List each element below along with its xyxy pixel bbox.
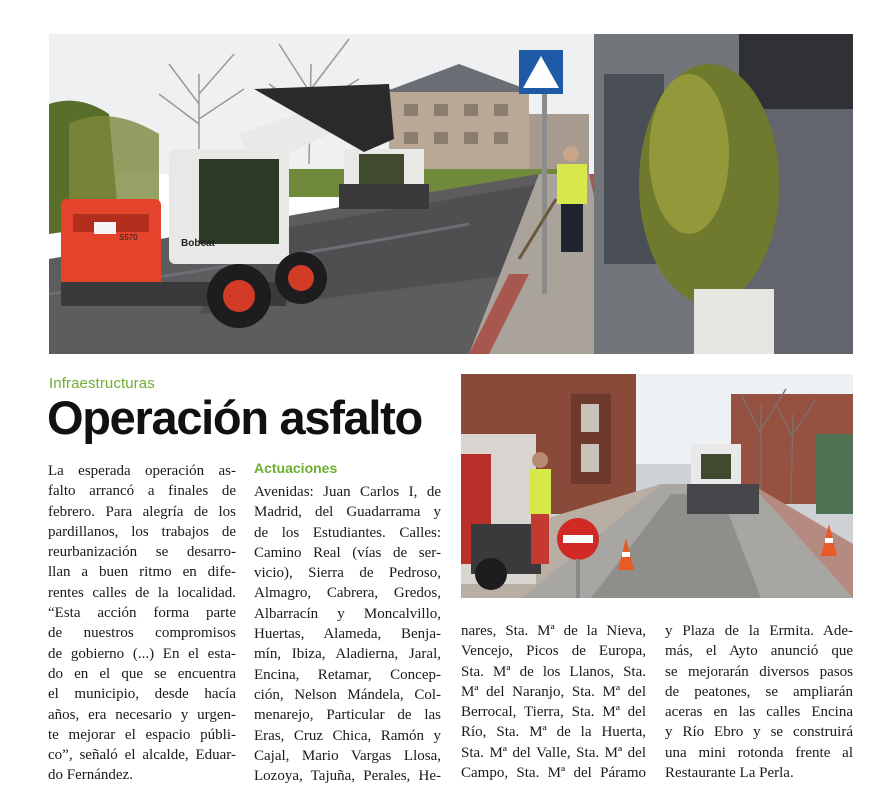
text-line: ción, Nelson Mándela, Col-	[254, 686, 441, 703]
text-line: Vencejo, Picos de Europa,	[461, 643, 646, 660]
text-line: Restaurante La Perla.	[665, 765, 794, 782]
text-line: Mª del Naranjo, Sta. Mª del	[461, 683, 646, 700]
text-line: Eras, Cruz Chica, Ramón y	[254, 727, 441, 744]
text-line: de los Estudiantes. Calles:	[254, 524, 441, 541]
text-line: pardillanos, los trabajos de	[48, 523, 236, 540]
article-column-3	[461, 621, 646, 783]
text-line: falto arrancó a finales de	[48, 483, 236, 500]
article-column-2	[254, 482, 441, 786]
text-line: te mejorar el espacio públi-	[48, 726, 236, 743]
text-line: Río, Sta. Mª de la Huerta,	[461, 724, 646, 741]
text-line: se mejorarán diversos pasos	[665, 663, 853, 680]
text-line: Huertas, Alameda, Benja-	[254, 626, 441, 643]
text-line: mín, Ibiza, Aladierna, Jaral,	[254, 646, 441, 663]
text-line: do en el que se encuentra	[48, 665, 236, 682]
article-column-1	[48, 461, 236, 786]
subheading-actuaciones: Actuaciones	[254, 460, 338, 476]
text-line: do Fernández.	[48, 767, 133, 784]
text-line: Campo, Sta. Mª del Páramo	[461, 765, 646, 782]
text-line: Camino Real (vías de ser-	[254, 544, 441, 561]
text-line: La esperada operación as-	[48, 463, 236, 479]
text-line: Berrocal, Tierra, Sta. Mª del	[461, 704, 646, 721]
bobcat-logo: Bobcat	[181, 238, 215, 249]
text-line: el municipio, desde hacía	[48, 686, 236, 703]
text-line: vicio), Sierra de Pedroso,	[254, 565, 441, 582]
text-line: aceras en las calles Encina	[665, 704, 853, 721]
text-line: una mini rotonda frente al	[665, 744, 853, 761]
text-line: Almagro, Cabrera, Gredos,	[254, 585, 441, 602]
text-line: menarejo, Particular de las	[254, 707, 441, 724]
text-line: rentes calles de la localidad.	[48, 584, 236, 601]
text-line: Sta. Mª de los Llanos, Sta.	[461, 663, 646, 680]
section-label: Infraestructuras	[49, 375, 155, 392]
text-line: nares, Sta. Mª de la Nieva,	[461, 623, 646, 639]
text-line: Cajal, Mario Vargas Llosa,	[254, 747, 441, 764]
text-line: y Río Ebro y se construirá	[665, 724, 853, 741]
text-line: de nuestros compromisos	[48, 625, 236, 642]
text-line: “Esta acción forma parte	[48, 605, 236, 622]
text-line: años, era necesario y urgen-	[48, 706, 236, 723]
article-column-4	[665, 621, 853, 783]
text-line: Encina, Retamar, Concep-	[254, 666, 441, 683]
text-line: reurbanización se desarro-	[48, 544, 236, 561]
text-line: Sta. Mª del Valle, Sta. Mª del	[461, 744, 646, 761]
text-line: de gobierno (...) En el esta-	[48, 645, 236, 662]
text-line: Albarracín y Moncalvillo,	[254, 605, 441, 622]
text-line: Lozoya, Tajuña, Perales, He-	[254, 768, 441, 785]
photo-asphalt-milling-crew	[461, 374, 853, 598]
text-line: Madrid, del Guadarrama y	[254, 504, 441, 521]
text-line: co”, señaló el alcalde, Eduar-	[48, 747, 236, 764]
text-line: y Plaza de la Ermita. Ade-	[665, 623, 853, 639]
text-line: Avenidas: Juan Carlos I, de	[254, 484, 441, 500]
text-line: de peatones, se ampliarán	[665, 683, 853, 700]
text-line: más, el Ayto anunció que	[665, 643, 853, 660]
photo-street-asphalt-works	[49, 34, 853, 354]
text-line: febrero. Para alegría de los	[48, 503, 236, 520]
text-line: llan a buen ritmo en dife-	[48, 564, 236, 581]
article-title: Operación asfalto	[47, 391, 422, 444]
bobcat-model-label: S570	[119, 233, 138, 242]
